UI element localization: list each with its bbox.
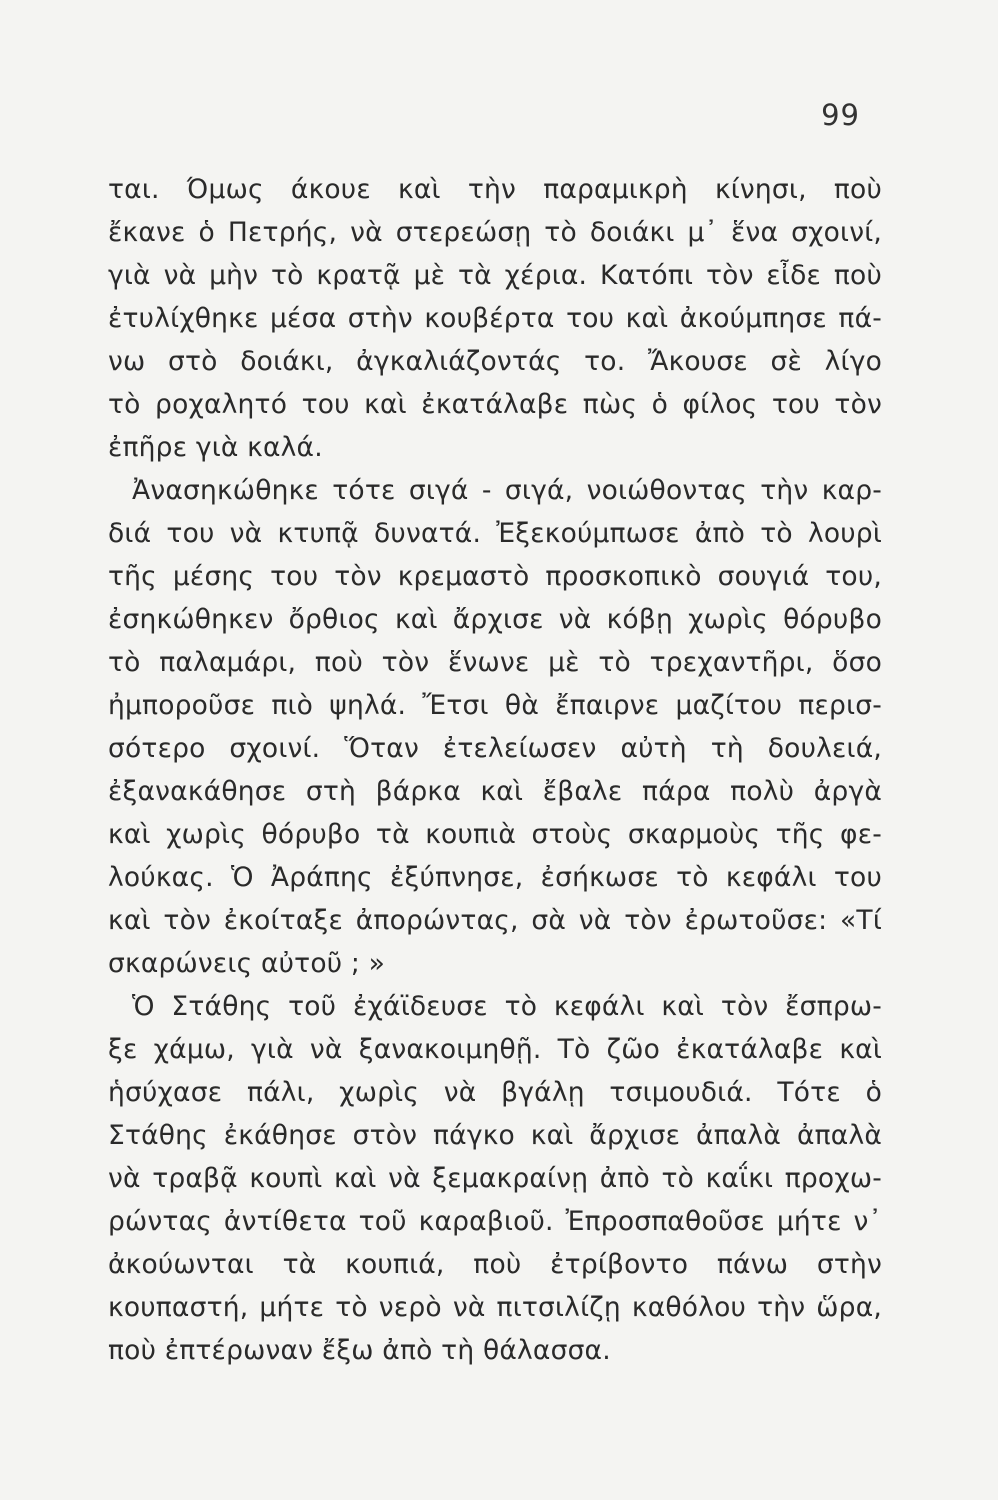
text-line: Στάθης ἐκάθησε στὸν πάγκο καὶ ἄρχισε ἀπαλὰ ἀπαλὰ (108, 1120, 882, 1151)
text-line: ἐσηκώθηκεν ὄρθιος καὶ ἄρχισε νὰ κόβῃ χωρὶς θόρυβο (108, 604, 882, 635)
text-line: καὶ χωρὶς θόρυβο τὰ κουπιὰ στοὺς σκαρμοὺς τῆς φε- (108, 819, 882, 850)
text-line: κουπαστή, μήτε τὸ νερὸ νὰ πιτσιλίζῃ καθόλου τὴν ὥρα, (108, 1292, 882, 1323)
text-line: ἔκανε ὁ Πετρής, νὰ στερεώσῃ τὸ δοιάκι μ᾿ ἕνα σχοινί, (108, 217, 882, 248)
text-line: ξε χάμω, γιὰ νὰ ξανακοιμηθῇ. Τὸ ζῶο ἐκατάλαβε καὶ (108, 1034, 882, 1065)
text-line: Ἀνασηκώθηκε τότε σιγά - σιγά, νοιώθοντας τὴν καρ- (132, 475, 882, 506)
text-line: ἠμποροῦσε πιὸ ψηλά. Ἔτσι θὰ ἔπαιρνε μαζίτου περισ- (108, 690, 882, 721)
text-line: ἀκούωνται τὰ κουπιά, ποὺ ἐτρίβοντο πάνω στὴν (108, 1249, 882, 1280)
text-line: ἐπῆρε γιὰ καλά. (108, 432, 323, 463)
text-line: ται. Όμως άκουε καὶ τὴν παραμικρὴ κίνησι, ποὺ (108, 174, 882, 205)
text-line: σκαρώνεις αὐτοῦ ; » (108, 948, 386, 979)
text-line: σότερο σχοινί. Ὅταν ἐτελείωσεν αὐτὴ τὴ δουλειά, (108, 733, 882, 764)
text-line: ποὺ ἐπτέρωναν ἔξω ἀπὸ τὴ θάλασσα. (108, 1335, 611, 1366)
text-line: ἡσύχασε πάλι, χωρὶς νὰ βγάλῃ τσιμουδιά. Τότε ὁ (108, 1077, 882, 1108)
text-line: τὸ παλαμάρι, ποὺ τὸν ἕνωνε μὲ τὸ τρεχαντῆρι, ὅσο (108, 647, 882, 678)
page-number: 99 (821, 98, 860, 132)
text-line: νω στὸ δοιάκι, ἀγκαλιάζοντάς το. Ἄκουσε σὲ λίγο (108, 346, 882, 377)
text-line: λούκας. Ὁ Ἀράπης ἐξύπνησε, ἐσήκωσε τὸ κεφάλι του (108, 862, 882, 893)
text-line: ἐτυλίχθηκε μέσα στὴν κουβέρτα του καὶ ἀκούμπησε πά- (108, 303, 882, 334)
text-line: Ὁ Στάθης τοῦ ἐχάϊδευσε τὸ κεφάλι καὶ τὸν ἔσπρω- (132, 991, 882, 1022)
text-line: νὰ τραβᾷ κουπὶ καὶ νὰ ξεμακραίνῃ ἀπὸ τὸ καΐκι προχω- (108, 1163, 882, 1194)
body-text (108, 168, 882, 1372)
text-line: ἐξανακάθησε στὴ βάρκα καὶ ἔβαλε πάρα πολὺ ἀργὰ (108, 776, 882, 807)
text-line: διά του νὰ κτυπᾷ δυνατά. Ἐξεκούμπωσε ἀπὸ τὸ λουρὶ (108, 518, 882, 549)
text-line: τῆς μέσης του τὸν κρεμαστὸ προσκοπικὸ σουγιά του, (108, 561, 882, 592)
text-line: ρώντας ἀντίθετα τοῦ καραβιοῦ. Ἐπροσπαθοῦσε μήτε ν᾿ (108, 1206, 882, 1237)
text-line: τὸ ροχαλητό του καὶ ἐκατάλαβε πὼς ὁ φίλος του τὸν (108, 389, 882, 420)
text-line: γιὰ νὰ μὴν τὸ κρατᾷ μὲ τὰ χέρια. Κατόπι τὸν εἶδε ποὺ (108, 260, 882, 291)
text-line: καὶ τὸν ἐκοίταξε ἀπορώντας, σὰ νὰ τὸν ἐρωτοῦσε: «Τί (108, 905, 882, 936)
